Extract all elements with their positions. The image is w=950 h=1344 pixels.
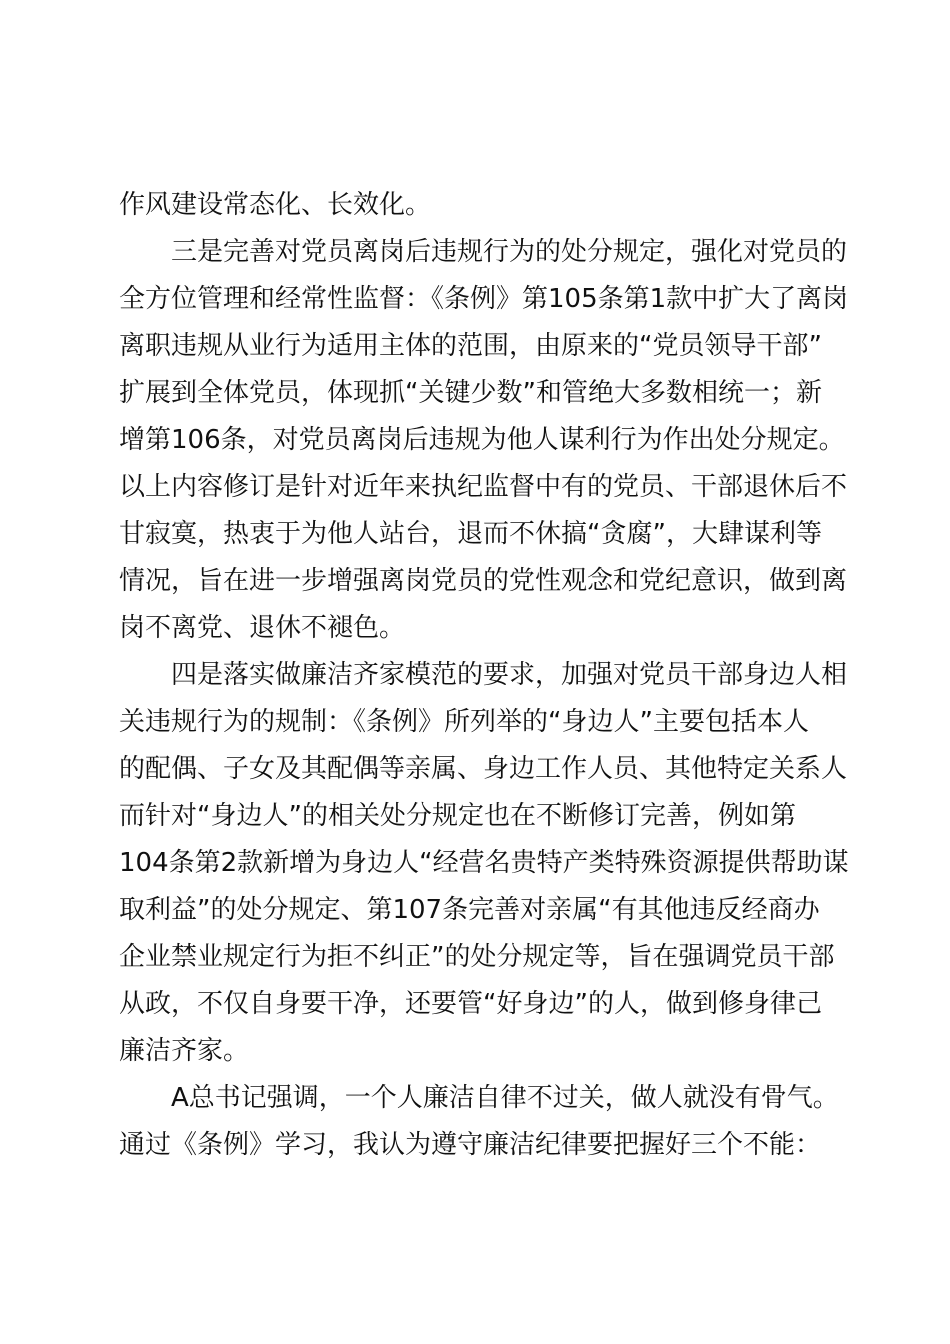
text-line-5: 扩展到全体党员，体现抓“关键少数”和管绝大多数相统一；新 <box>119 378 822 408</box>
text-line-11: 四是落实做廉洁齐家模范的要求，加强对党员干部身边人相 <box>171 660 848 690</box>
text-line-9: 情况，旨在进一步增强离岗党员的党性观念和党纪意识，做到离 <box>119 566 848 596</box>
text-line-18: 从政，不仅自身要干净，还要管“好身边”的人，做到修身律己 <box>119 989 822 1019</box>
text-line-15: 104条第2款新增为身边人“经营名贵特产类特殊资源提供帮助谋 <box>119 848 849 878</box>
text-line-1: 作风建设常态化、长效化。 <box>119 190 432 220</box>
text-line-8: 甘寂寞，热衷于为他人站台，退而不休搞“贪腐”，大肆谋利等 <box>119 519 822 549</box>
text-line-3: 全方位管理和经常性监督：《条例》第105条第1款中扩大了离岗 <box>119 284 849 314</box>
text-line-16: 取利益”的处分规定、第107条完善对亲属“有其他违反经商办 <box>119 895 820 925</box>
text-line-7: 以上内容修订是针对近年来执纪监督中有的党员、干部退休后不 <box>119 472 848 502</box>
text-line-2: 三是完善对党员离岗后违规行为的处分规定，强化对党员的 <box>171 237 848 267</box>
text-line-20: A总书记强调，一个人廉洁自律不过关，做人就没有骨气。 <box>171 1083 839 1113</box>
document-body <box>119 182 849 1169</box>
text-line-4: 离职违规从业行为适用主体的范围，由原来的“党员领导干部” <box>119 331 822 361</box>
text-line-10: 岗不离党、退休不褪色。 <box>119 613 406 643</box>
text-line-19: 廉洁齐家。 <box>119 1036 250 1066</box>
text-line-13: 的配偶、子女及其配偶等亲属、身边工作人员、其他特定关系人 <box>119 754 848 784</box>
text-line-12: 关违规行为的规制：《条例》所列举的“身边人”主要包括本人 <box>119 707 809 737</box>
text-line-14: 而针对“身边人”的相关处分规定也在不断修订完善，例如第 <box>119 801 796 831</box>
text-line-17: 企业禁业规定行为拒不纠正”的处分规定等，旨在强调党员干部 <box>119 942 835 972</box>
text-line-21: 通过《条例》学习，我认为遵守廉洁纪律要把握好三个不能： <box>119 1130 822 1160</box>
text-line-6: 增第106条，对党员离岗后违规为他人谋利行为作出处分规定。 <box>119 425 845 455</box>
